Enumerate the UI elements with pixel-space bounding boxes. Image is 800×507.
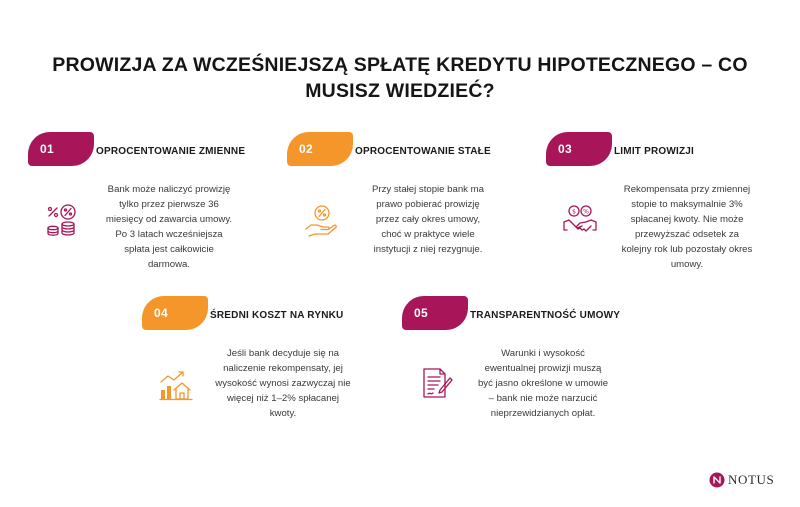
desc-line: tylko przez pierwsze 36 [119,199,219,210]
desc-line: wysokość wynosi zazwyczaj nie [215,378,351,389]
card-04 [142,296,372,446]
contract-pen-icon [418,366,454,402]
desc-line: miesięcy od zawarcia umowy. [105,214,233,225]
card-heading: ŚREDNI KOSZT NA RYNKU [210,310,344,321]
notus-logo [709,472,774,488]
desc-line: prawo pobierać prowizję [376,199,480,210]
card-number: 04 [154,306,168,320]
desc-line: przewyższać odsetek za [635,229,739,240]
desc-line: więcej niż 1–2% spłacanej [227,393,339,404]
card-number: 05 [414,306,428,320]
desc-line: choć w praktyce wiele [381,229,475,240]
desc-line: Jeśli bank decyduje się na [227,348,339,359]
handshake-coins-icon [562,202,598,238]
notus-logo-icon [709,472,725,488]
card-02 [287,132,517,282]
card-description [468,346,618,421]
desc-line: kwoty. [269,408,297,419]
card-description [94,182,244,272]
desc-line: naliczenie rekompensaty, jej [223,363,343,374]
card-heading: LIMIT PROWIZJI [614,146,695,157]
svg-text:%: % [583,208,589,216]
desc-line: spłacanej kwoty. Nie może [630,214,744,225]
card-number-tag [402,296,468,330]
card-number-tag [546,132,612,166]
card-01 [28,132,258,282]
card-description [208,346,358,421]
page-title-line-2: MUSISZ WIEDZIEĆ? [305,80,495,102]
desc-line: Po 3 latach wcześniejsza [115,229,223,240]
card-heading: OPROCENTOWANIE ZMIENNE [96,146,246,157]
desc-line: instytucji z niej rezygnuje. [373,244,483,255]
desc-line: Bank może naliczyć prowizję [107,184,231,195]
desc-line: darmowa. [147,259,191,270]
desc-line: Przy stałej stopie bank ma [372,184,484,195]
card-05 [402,296,632,446]
card-number: 03 [558,142,572,156]
card-number: 02 [299,142,313,156]
desc-line: kolejny rok lub pozostały okres [621,244,753,255]
card-heading: OPROCENTOWANIE STAŁE [355,146,491,157]
page-title [40,52,760,104]
page-title-line-1: PROWIZJA ZA WCZEŚNIEJSZĄ SPŁATĘ KREDYTU HIPOTECZNEGO – CO [52,54,748,76]
card-heading: TRANSPARENTNOŚĆ UMOWY [470,310,621,321]
card-number: 01 [40,142,54,156]
card-03 [546,132,776,282]
desc-line: nieprzewidzianych opłat. [490,408,596,419]
desc-line: Warunki i wysokość [501,348,585,359]
desc-line: być jasno określone w umowie [477,378,609,389]
card-description [353,182,503,257]
card-number-tag [142,296,208,330]
desc-line: stopie to maksymalnie 3% [631,199,743,210]
hand-coin-icon [303,202,339,238]
card-number-tag [287,132,353,166]
percent-coins-icon [44,202,80,238]
desc-line: umowy. [670,259,704,270]
house-growth-icon [158,366,194,402]
svg-text:$: $ [572,208,576,216]
card-description [612,182,762,272]
desc-line: – bank nie może narzucić [488,393,598,404]
desc-line: spłata jest całkowicie [124,244,214,255]
card-number-tag [28,132,94,166]
desc-line: ewentualnej prowizji muszą [484,363,602,374]
logo-text: NOTUS [728,472,775,487]
desc-line: Rekompensata przy zmiennej [623,184,751,195]
desc-line: przez cały okres umowy, [375,214,481,225]
